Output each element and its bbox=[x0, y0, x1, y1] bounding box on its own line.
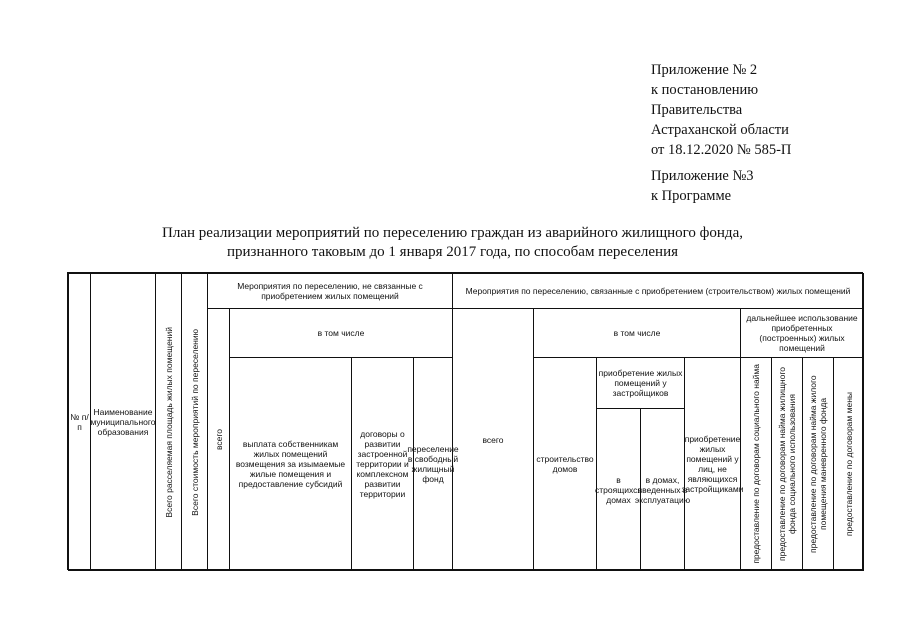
header-social-use-fund-cell bbox=[771, 357, 803, 571]
appendix-date: от 18.12.2020 № 585-П bbox=[651, 142, 792, 158]
header-contracts-development: договоры о развитии застроенной территории и комплексном развитии территории bbox=[351, 357, 414, 571]
header-acquisition-not-developers: приобретение жилых помещений у лиц, не являющихся застройщиками bbox=[684, 357, 741, 571]
appendix-region: Астраханской области bbox=[651, 122, 789, 138]
header-total-cost-cell bbox=[181, 273, 208, 571]
appendix-program-ref: к Программе bbox=[651, 188, 732, 204]
resettlement-plan-table bbox=[67, 272, 863, 570]
header-in-that-number-2: в том числе bbox=[533, 308, 741, 358]
header-group-acquisition: Мероприятия по переселению, связанные с приобретением (строительством) жилых помещений bbox=[452, 273, 864, 309]
header-social-rent-cell bbox=[740, 357, 772, 571]
appendix-resolution-ref: к постановлению bbox=[651, 82, 759, 98]
header-resettlement-free-fund: переселение в свободный жилищный фонд bbox=[413, 357, 453, 571]
appendix-program-block bbox=[651, 166, 754, 206]
header-social-rent: предоставление по договорам социального найма bbox=[751, 364, 761, 564]
header-subtotal-cell bbox=[207, 308, 230, 571]
header-total-area-cell bbox=[155, 273, 182, 571]
header-total-cost: Всего стоимость мероприятий по переселению bbox=[189, 328, 200, 516]
header-total-acquisition: всего bbox=[452, 308, 534, 571]
header-subtotal: всего bbox=[213, 428, 224, 451]
header-maneuver-fund-cell bbox=[802, 357, 834, 571]
header-maneuver-fund: предоставление по договорам найма жилого помещения маневренного фонда bbox=[808, 375, 828, 553]
header-houses-commissioned: в домах, введенных в эксплуатацию bbox=[640, 408, 685, 571]
header-construction-houses: строительство домов bbox=[533, 357, 597, 571]
header-social-use-fund: предоставление по договорам найма жилищного фонда социального использования bbox=[777, 367, 797, 561]
appendix-government: Правительства bbox=[651, 102, 743, 118]
appendix-resolution-block bbox=[651, 60, 791, 160]
header-houses-under-construction: в строящихся домах bbox=[596, 408, 641, 571]
document-title-line-2: признанного таковым до 1 января 2017 года, по способам переселения bbox=[226, 244, 679, 260]
header-num: № п/п bbox=[68, 273, 91, 571]
header-total-area: Всего расселяемая площадь жилых помещений bbox=[163, 326, 174, 518]
header-group-not-acquisition: Мероприятия по переселению, не связанные с приобретением жилых помещений bbox=[207, 273, 453, 309]
header-in-that-number-1: в том числе bbox=[229, 308, 453, 358]
appendix-number: Приложение № 2 bbox=[651, 62, 758, 78]
appendix-program-number: Приложение №3 bbox=[651, 168, 754, 184]
header-further-use: дальнейшее использование приобретенных (построенных) жилых помещений bbox=[740, 308, 864, 358]
header-exchange-contracts: предоставление по договорам мены bbox=[843, 391, 854, 537]
header-payment-owners: выплата собственникам жилых помещений возмещения за изымаемые жилые помещения и предоставление субсидий bbox=[229, 357, 352, 571]
header-exchange-contracts-cell bbox=[833, 357, 864, 571]
header-municipality: Наименование муниципального образования bbox=[90, 273, 156, 571]
header-acquisition-developers: приобретение жилых помещений у застройщиков bbox=[596, 357, 685, 409]
document-title-line-1: План реализации мероприятий по переселению граждан из аварийного жилищного фонда, bbox=[162, 225, 743, 241]
